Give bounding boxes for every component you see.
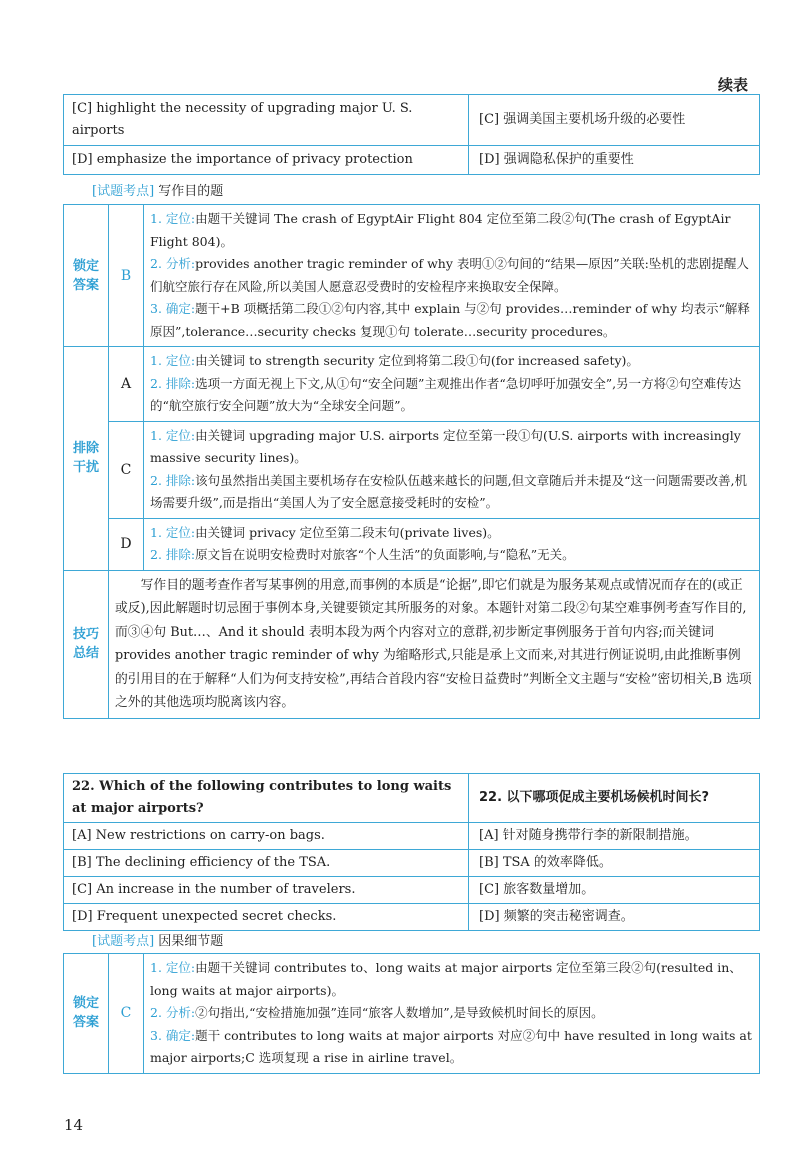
lock-answer-label: 锁定 答案: [64, 954, 109, 1074]
exclude-row-d: [64, 518, 760, 570]
exclude-row-a: [64, 347, 760, 422]
lock-answer-row: [64, 954, 760, 1074]
lock-answer-body: 1. 定位:由题干关键词 The crash of EgyptAir Flight 804 定位至第二段②句(The crash of EgyptAir Flight 804)。 2. 分析:provides another tragic reminder of why 表明①②句间的“结果—原因”关联:坠机的悲剧提醒人们航空旅行存在风险,所以美国人愿意忍受费时的安检程序来换取安全保障。 3. 确定:题干+B 项概括第二段①②句内容,其中 explain 与②句 provides…reminder of why 均表示“解释原因”,tolerance…security checks 复现①句 tolerate…security procedures。: [144, 205, 760, 347]
lock-answer-body: 1. 定位:由题干关键词 contributes to、long waits at major airports 定位至第三段②句(resulted in、long waits at major airports)。 2. 分析:②句指出,“安检措施加强”连同“旅客人数增加”,是导致候机时间长的原因。 3. 确定:题干 contributes to long waits at major airports 对应②句中 have resulted in long waits at major airports;C 选项复现 a rise in airline travel。: [144, 954, 760, 1074]
exclude-row-c: [64, 421, 760, 518]
exclude-option-c: C: [109, 421, 144, 518]
option-c-cn: [C] 旅客数量增加。: [469, 877, 760, 904]
q21-test-point: [92, 180, 223, 199]
option-d-en: [D] Frequent unexpected secret checks.: [64, 904, 469, 931]
exclude-body-d: 1. 定位:由关键词 privacy 定位至第二段末句(private lives)。 2. 排除:原文旨在说明安检费时对旅客“个人生活”的负面影响,与“隐私”无关。: [144, 518, 760, 570]
answer-letter: C: [109, 954, 144, 1074]
option-d-en: [D] emphasize the importance of privacy protection: [64, 146, 469, 175]
q22-analysis-table: [63, 953, 760, 1074]
q21-analysis-table: [63, 204, 760, 719]
exclude-option-a: A: [109, 347, 144, 422]
question-cn: 22. 以下哪项促成主要机场候机时间长?: [469, 774, 760, 823]
test-point-text: 写作目的题: [158, 184, 224, 199]
answer-letter: B: [109, 205, 144, 347]
question-en: 22. Which of the following contributes to long waits at major airports?: [64, 774, 469, 823]
exclude-option-d: D: [109, 518, 144, 570]
option-d-cn: [D] 频繁的突击秘密调查。: [469, 904, 760, 931]
table-row: [64, 95, 760, 146]
summary-row: [64, 570, 760, 718]
table-row: [64, 146, 760, 175]
table-row: [64, 774, 760, 823]
continued-table-label: 续表: [717, 76, 748, 94]
table-row: [64, 877, 760, 904]
option-c-en: [C] highlight the necessity of upgrading major U. S. airports: [64, 95, 469, 146]
table-row: [64, 823, 760, 850]
option-c-en: [C] An increase in the number of travelers.: [64, 877, 469, 904]
exclude-label: 排除 干扰: [64, 347, 109, 571]
lock-answer-row: [64, 205, 760, 347]
q21-options-table: [63, 94, 760, 175]
test-point-tag: [试题考点]: [92, 184, 155, 199]
option-d-cn: [D] 强调隐私保护的重要性: [469, 146, 760, 175]
exclude-body-c: 1. 定位:由关键词 upgrading major U.S. airports 定位至第一段①句(U.S. airports with increasingly massive security lines)。 2. 排除:该句虽然指出美国主要机场存在安检队伍越来越长的问题,但文章随后并未提及“这一问题需要改善,机场需要升级”,而是指出“美国人为了安全愿意接受耗时的安检”。: [144, 421, 760, 518]
summary-label: 技巧 总结: [64, 570, 109, 718]
option-a-cn: [A] 针对随身携带行李的新限制措施。: [469, 823, 760, 850]
option-c-cn: [C] 强调美国主要机场升级的必要性: [469, 95, 760, 146]
q22-test-point: [92, 930, 223, 949]
test-point-tag: [试题考点]: [92, 934, 155, 949]
test-point-text: 因果细节题: [158, 934, 224, 949]
q22-question-table: [63, 773, 760, 931]
table-row: [64, 850, 760, 877]
option-a-en: [A] New restrictions on carry-on bags.: [64, 823, 469, 850]
summary-body: 写作目的题考查作者写某事例的用意,而事例的本质是“论据”,即它们就是为服务某观点或情况而存在的(或正或反),因此解题时切忌囿于事例本身,关键要锁定其所服务的对象。本题针对第二段②句某空难事例考查写作目的,而③④句 But…、And it should 表明本段为两个内容对立的意群,初步断定事例服务于首句内容;而关键词 provides another tragic reminder of why 为缩略形式,只能是承上文而来,对其进行例证说明,由此推断事例的引用目的在于解释“人们为何支持安检”,再结合首段内容“安检日益费时”判断全文主题与“安检”密切相关,B 选项之外的其他选项均脱离该内容。: [109, 570, 760, 718]
exclude-body-a: 1. 定位:由关键词 to strength security 定位到将第二段①句(for increased safety)。 2. 排除:选项一方面无视上下文,从①句“安全问题”主观推出作者“急切呼吁加强安全”,另一方将②句空难传达的“航空旅行安全问题”放大为“全球安全问题”。: [144, 347, 760, 422]
lock-answer-label: 锁定 答案: [64, 205, 109, 347]
table-row: [64, 904, 760, 931]
option-b-en: [B] The declining efficiency of the TSA.: [64, 850, 469, 877]
page-number: 14: [64, 1116, 84, 1134]
option-b-cn: [B] TSA 的效率降低。: [469, 850, 760, 877]
